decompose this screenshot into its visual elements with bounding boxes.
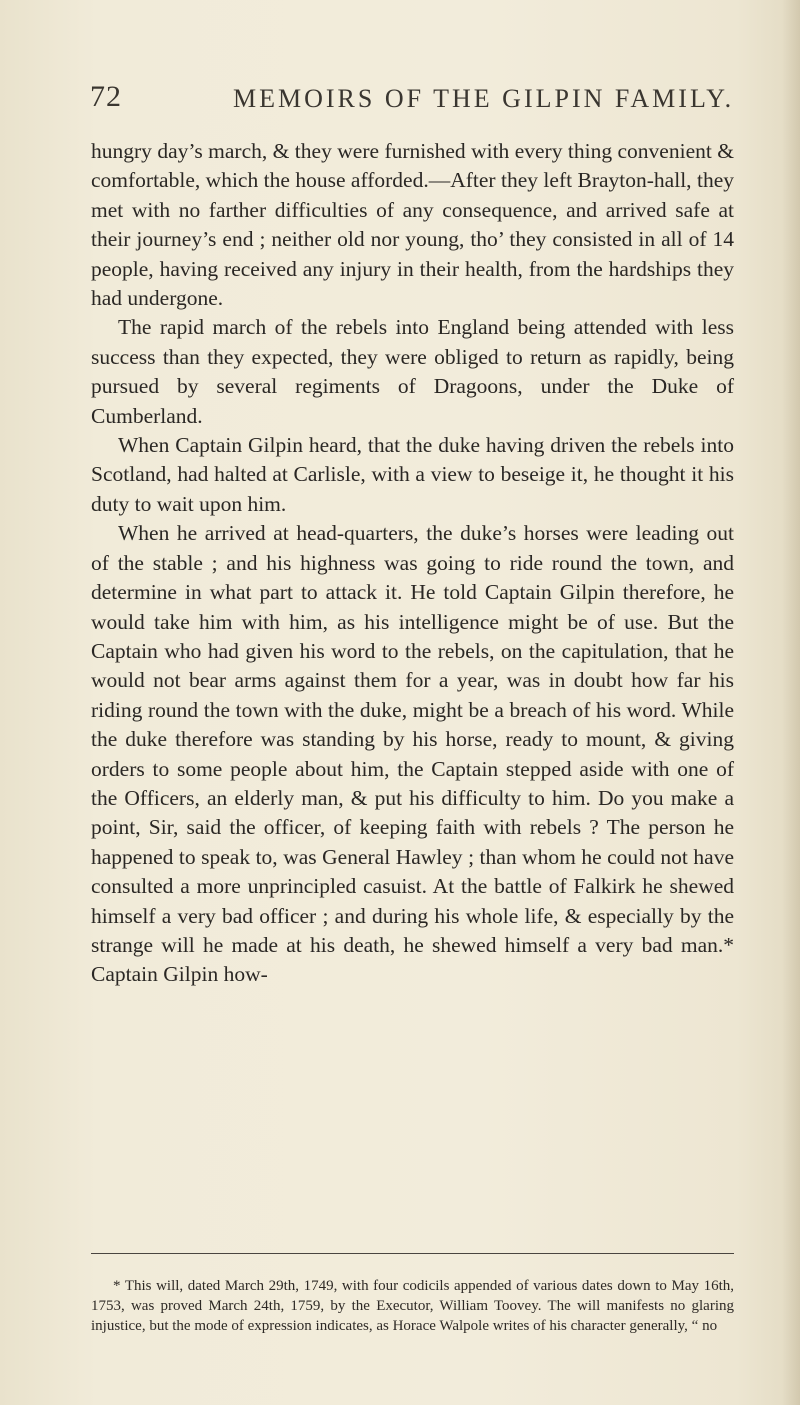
paragraph-1: hungry day’s march, & they were furnished with every thing convenient & comfortable, which the house afforded.—After they left Brayton-hall, they met with no farther difficulties of any consequence, and arrived safe at their journey’s end ; neither old nor young, tho’ they consisted in all of 14 people, having received any injury in their health, from the hardships they had undergone. xyxy=(91,139,734,311)
page-number: 72 xyxy=(90,80,122,113)
paragraph-4: When he arrived at head-quarters, the duke’s horses were leading out of the stable ; and his highness was going to ride round the town, and determine in what part to attack it. He told Captain Gilpin therefore, he would take him with him, as his intelligence might be of use. But the Captain who had given his word to the rebels, on the capitulation, that he would not bear arms against them for a year, was in doubt how far his riding round the town with the duke, might be a breach of his word. While the duke therefore was standing by his horse, ready to mount, & giving orders to some people about him, the Captain stepped aside with one of the Officers, an elderly man, & put his difficulty to him. Do you make a point, Sir, said the officer, of keeping faith with rebels ? The person he happened to speak to, was General Hawley ; than whom he could not have consulted a more unprincipled casuist. At the battle of Falkirk he shewed himself a very bad officer ; and during his whole life, & especially by the strange will he made at his death, he shewed himself a very bad man.* Captain Gilpin how- xyxy=(91,521,734,987)
paragraph-3: When Captain Gilpin heard, that the duke having driven the rebels into Scotland, had halted at Carlisle, with a view to beseige it, he thought it his duty to wait upon him. xyxy=(91,433,734,516)
running-head xyxy=(90,80,740,124)
footnote-divider xyxy=(91,1253,734,1254)
page-edge-shadow xyxy=(782,0,800,1405)
running-title: MEMOIRS OF THE GILPIN FAMILY. xyxy=(233,84,735,113)
body-text xyxy=(91,137,734,990)
footnote: * This will, dated March 29th, 1749, with four codicils appended of various dates down to May 16th, 1753, was proved March 24th, 1759, by the Executor, William Toovey. The will manifests no glaring injustice, but the mode of expression indicates, as Horace Walpole writes of his character generally, “ no xyxy=(91,1278,734,1334)
paragraph-2: The rapid march of the rebels into England being attended with less success than they expected, they were obliged to return as rapidly, being pursued by several regiments of Dragoons, under the Duke of Cumberland. xyxy=(91,315,734,428)
